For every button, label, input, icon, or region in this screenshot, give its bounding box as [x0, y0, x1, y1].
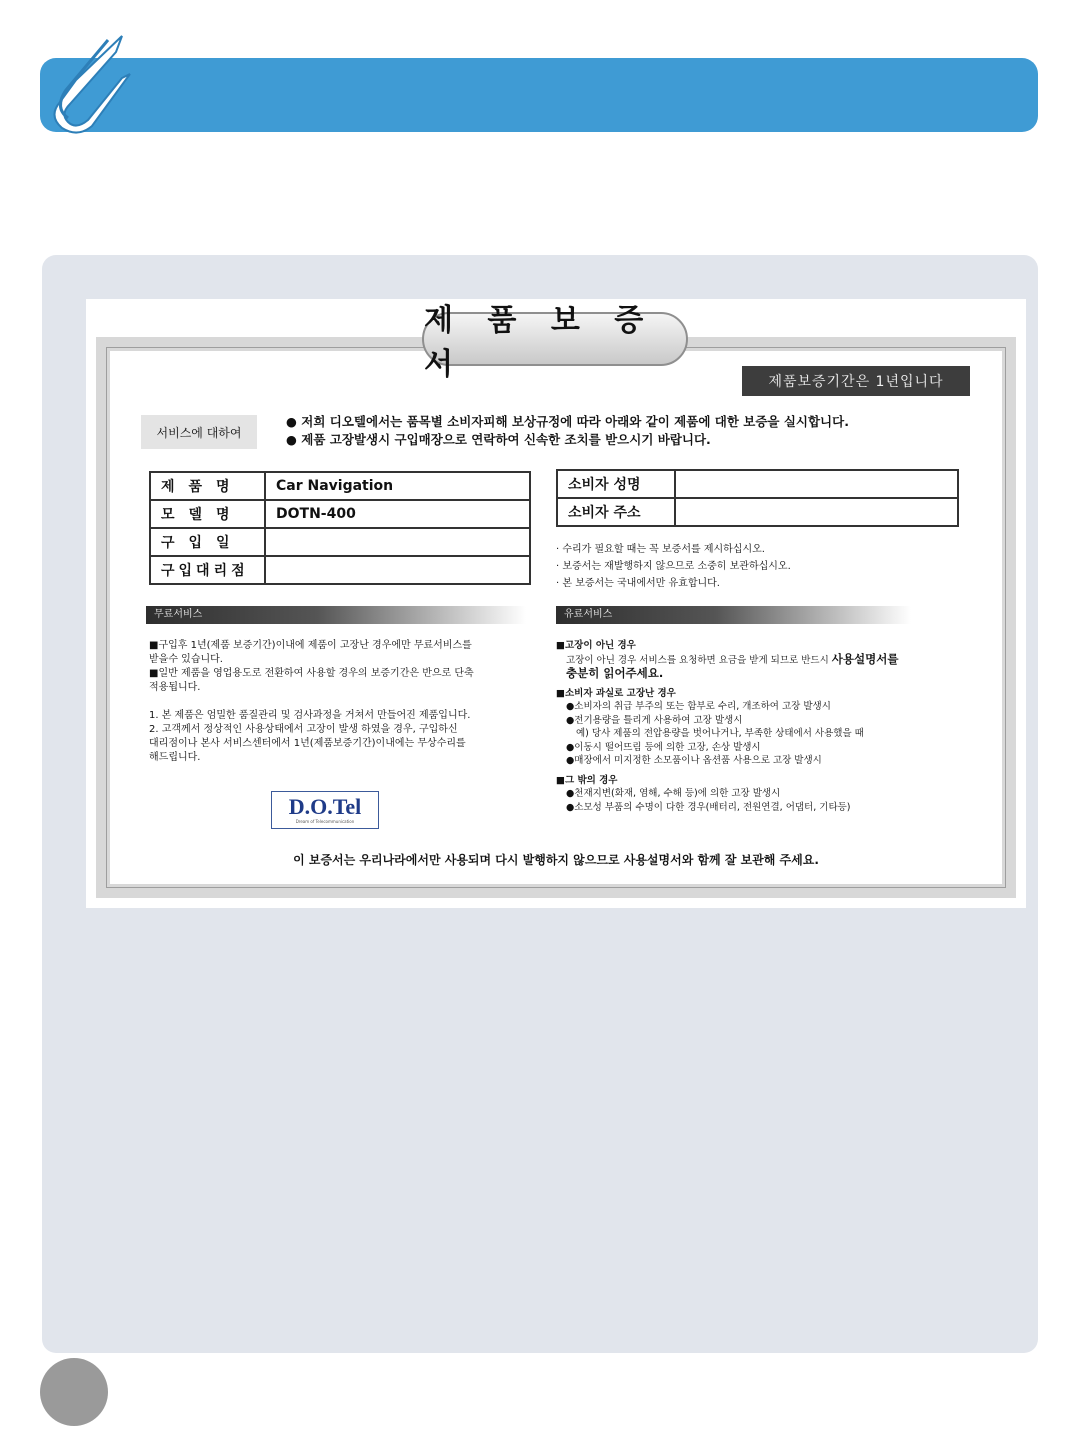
consumer-info-table [556, 469, 959, 527]
warranty-title-pill [422, 303, 688, 382]
field-value [265, 556, 530, 584]
free-numbered: 대리점이나 본사 서비스센터에서 1년(제품보증기간)이내에는 무상수리를 [149, 738, 466, 749]
paid-emphasis: 사용설명서를 [831, 651, 899, 666]
free-item: ■구입후 1년(제품 보증기간)이내에 제품이 고장난 경우에만 무료서비스를 [149, 640, 472, 651]
field-value: DOTN-400 [265, 500, 530, 528]
service-label: 서비스에 대하여 [141, 415, 257, 449]
table-row [150, 528, 530, 556]
paid-item: 예) 당사 제품의 전압용량을 벗어나거나, 부족한 상태에서 사용했을 때 [576, 728, 864, 739]
field-value [675, 470, 958, 498]
field-label: 제품명 [150, 472, 265, 500]
warranty-notes [556, 541, 791, 592]
note-line: · 수리가 필요할 때는 꼭 보증서를 제시하십시오. [556, 544, 765, 555]
table-row [150, 500, 530, 528]
page-number-circle [40, 1358, 108, 1426]
free-service-header: 무료서비스 [146, 606, 526, 624]
warranty-title: 제 품 보 증 서 [424, 303, 656, 382]
note-line: · 본 보증서는 국내에서만 유효합니다. [556, 578, 720, 589]
paid-item: ●천재지변(화재, 염해, 수해 등)에 의한 고장 발생시 [566, 788, 781, 799]
field-value: Car Navigation [265, 472, 530, 500]
dotel-logo [271, 791, 379, 829]
field-label: 모델명 [150, 500, 265, 528]
warranty-card [86, 299, 1026, 908]
paid-item: ●이동시 떨어뜨림 등에 의한 고장, 손상 발생시 [566, 741, 761, 753]
free-numbered: 해드립니다. [149, 752, 201, 763]
logo-wordmark: D.O.Tel [288, 794, 362, 819]
paid-text: 고장이 아닌 경우 서비스를 요청하면 요금을 받게 되므로 반드시 [566, 654, 829, 666]
free-item: 적용됩니다. [149, 682, 201, 693]
free-numbered: 1. 본 제품은 엄밀한 품질관리 및 검사과정을 거쳐서 만들어진 제품입니다. [149, 710, 471, 721]
paid-heading: ■고장이 아닌 경우 [556, 640, 636, 651]
table-row [150, 472, 530, 500]
paid-emphasis: 충분히 읽어주세요. [566, 666, 664, 680]
table-row [557, 498, 958, 526]
paid-item [556, 653, 976, 668]
table-row [557, 470, 958, 498]
free-item: 받을수 있습니다. [149, 654, 223, 665]
field-value [265, 528, 530, 556]
free-numbered: 2. 고객께서 정상적인 사용상태에서 고장이 발생 하였을 경우, 구입하신 [149, 724, 458, 735]
paid-heading: ■소비자 과실로 고장난 경우 [556, 687, 676, 699]
field-label: 구입일 [150, 528, 265, 556]
paid-heading: ■그 밖의 경우 [556, 774, 618, 786]
paid-item: ●소모성 부품의 수명이 다한 경우(배터리, 전원연결, 어댑터, 기타등) [566, 801, 851, 813]
note-line: · 보증서는 재발행하지 않으므로 소중히 보관하십시오. [556, 561, 791, 572]
product-info-table [149, 471, 531, 585]
field-value [675, 498, 958, 526]
intro-line: ● 제품 고장발생시 구입매장으로 연락하여 신속한 조치를 받으시기 바랍니다. [286, 431, 849, 449]
paid-item: ●매장에서 미지정한 소모품이나 옵션품 사용으로 고장 발생시 [566, 755, 822, 766]
paid-service-text [556, 639, 976, 814]
intro-line: ● 저희 디오텔에서는 품목별 소비자피해 보상규정에 따라 아래와 같이 제품에 대한 보증을 실시합니다. [286, 413, 849, 431]
paid-item: ●전기용량을 틀리게 사용하여 고장 발생시 [566, 714, 743, 726]
field-label: 구입대리점 [150, 556, 265, 584]
paid-service-header: 유료서비스 [556, 606, 911, 624]
table-row [150, 556, 530, 584]
service-intro [286, 413, 849, 449]
field-label: 소비자 주소 [557, 498, 675, 526]
warranty-period-badge: 제품보증기간은 1년입니다 [742, 366, 970, 396]
logo-tagline: Dream of Telecommunication [295, 819, 355, 824]
free-item: ■일반 제품을 영업용도로 전환하여 사용할 경우의 보증기간은 반으로 단축 [149, 668, 474, 679]
paid-item: ●소비자의 취급 부주의 또는 함부로 수리, 개조하여 고장 발생시 [566, 701, 831, 712]
warranty-footer-notice: 이 보증서는 우리나라에서만 사용되며 다시 발행하지 않으므로 사용설명서와 함께 잘 보관해 주세요. [293, 853, 819, 867]
pen-swoosh-icon [38, 34, 138, 138]
free-service-text [149, 639, 539, 765]
field-label: 소비자 성명 [557, 470, 675, 498]
header-bar [40, 58, 1038, 132]
